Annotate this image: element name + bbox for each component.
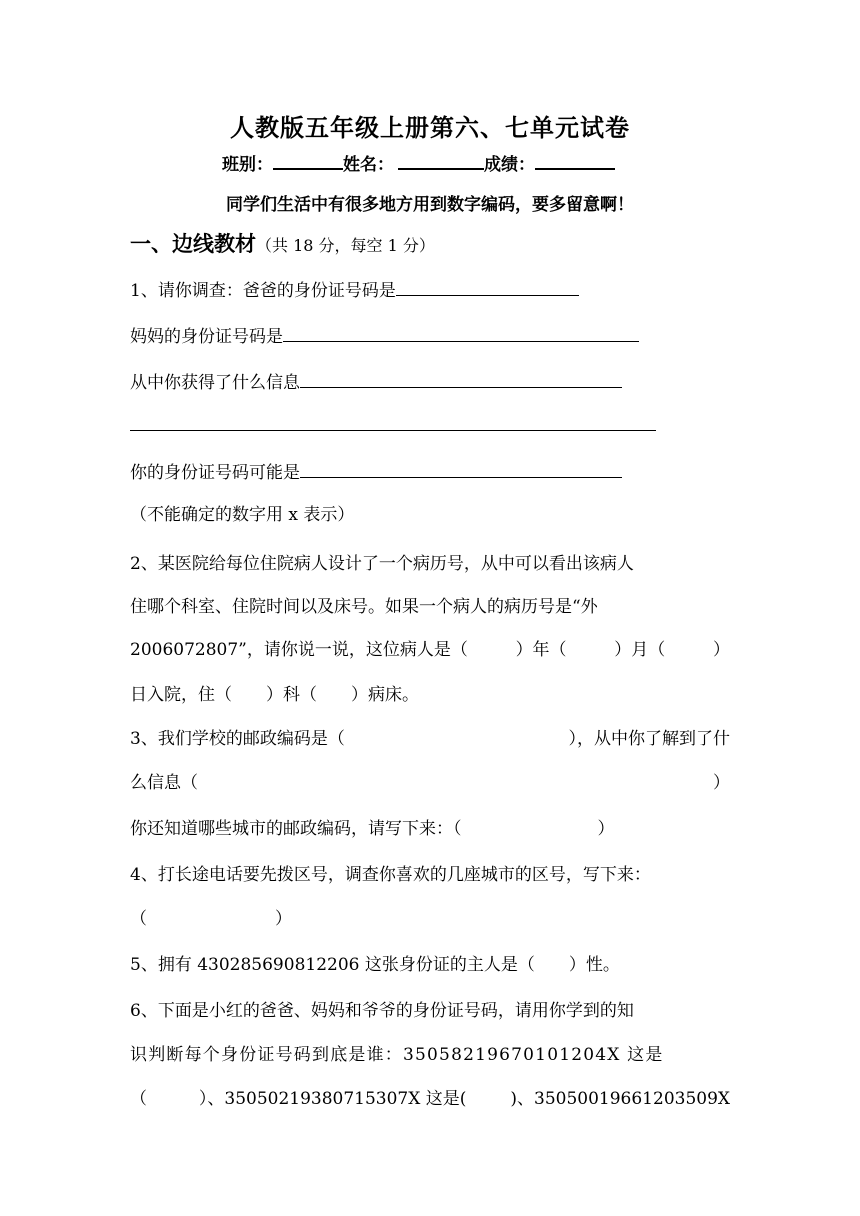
q1-blank-info-continued[interactable] [130,430,656,431]
q6-text-3b: ）、35050219380715307X 这是( [198,1089,467,1109]
q1-text-b: 妈妈的身份证号码是 [130,327,283,347]
q4-line-2 [130,904,292,929]
q3-text-3a: 你还知道哪些城市的邮政编码，请写下来：（ [130,819,462,839]
section-note: （共 18 分，每空 1 分） [256,236,435,255]
q6-line-1: 6、下面是小红的爸爸、妈妈和爷爷的身份证号码，请用你学到的知 [130,1001,634,1021]
q4-text-2a: （ [130,909,147,929]
q2-line-4: 日入院，住（ ）科（ ）病床。 [130,685,419,705]
q4-text-2b: ） [275,909,292,929]
slogan: 同学们生活中有很多地方用到数字编码，要多留意啊！ [226,195,634,215]
q2-line-2: 住哪个科室、住院时间以及床号。如果一个病人的病历号是“外 [130,597,598,617]
q1-line-1 [130,276,579,301]
q1-blank-mother-id[interactable] [283,324,639,342]
q1-text-a: 1、请你调查：爸爸的身份证号码是 [130,281,396,301]
q3-line-2 [130,768,730,793]
q2-text-3a: 2006072807”，请你说一说，这位病人是（ [130,640,468,660]
q3-text-1a: 3、我们学校的邮政编码是（ [130,729,345,749]
q1-text-c: 从中你获得了什么信息 [130,373,300,393]
q6-line-2: 识判断每个身份证号码到底是谁：35058219670101204X 这是 [130,1045,664,1065]
class-label: 班别： [222,155,273,175]
q1-blank-info[interactable] [300,370,622,388]
q2-line-3 [130,635,730,660]
q1-text-d: 你的身份证号码可能是 [130,463,300,483]
name-label: 姓名： [343,155,394,175]
q2-text-3b: ）年（ [515,640,567,660]
q1-line-4 [130,458,622,483]
student-info-row [222,150,615,175]
section-title: 一、边线教材 [130,232,256,256]
q6-text-3c: )、35050019661203509X [510,1089,730,1109]
q2-text-3c: ）月（ [614,640,666,660]
q2-line-1: 2、某医院给每位住院病人设计了一个病历号，从中可以看出该病人 [130,554,634,574]
q1-line-2 [130,322,639,347]
q3-text-2a: 么信息（ [130,773,198,793]
q3-line-3 [130,814,615,839]
q2-text-3d: ） [712,640,730,660]
q3-text-1b: ），从中你了解到了什 [568,729,730,749]
page-title: 人教版五年级上册第六、七单元试卷 [230,114,630,142]
q4-line-1: 4、打长途电话要先拨区号，调查你喜欢的几座城市的区号，写下来： [130,865,651,885]
q6-text-3a: （ [130,1089,147,1109]
q1-line-3 [130,368,622,393]
q3-line-1 [130,724,730,749]
q1-blank-father-id[interactable] [396,278,579,296]
q6-line-3 [130,1084,730,1109]
q1-line-5: （不能确定的数字用 x 表示） [130,505,355,525]
score-label: 成绩： [484,155,535,175]
name-blank[interactable] [398,151,484,170]
q3-text-3b: ） [597,819,615,839]
q1-blank-your-id[interactable] [300,460,622,478]
section-heading [130,228,435,258]
score-blank[interactable] [535,151,615,170]
class-blank[interactable] [273,151,343,170]
q3-text-2b: ） [713,773,730,793]
q5-line-1: 5、拥有 430285690812206 这张身份证的主人是（ ）性。 [130,955,620,975]
